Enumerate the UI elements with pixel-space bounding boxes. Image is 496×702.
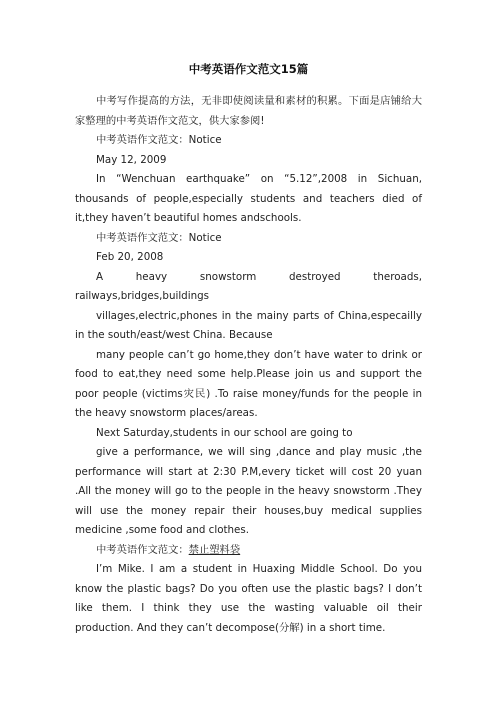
- essay2-villages-paragraph: villages,electric,phones in the mainy parts of China,especailly in the south/east/west China. Because: [75, 309, 422, 341]
- essay2-line1: A heavy snowstorm destroyed theroads,: [96, 270, 422, 283]
- essay3-heading-topic: 禁止塑料袋: [188, 543, 241, 556]
- essay1-heading: 中考英语作文范文：Notice: [96, 134, 222, 146]
- intro-paragraph: 中考写作提高的方法，无非即使阅读量和素材的积累。下面是店铺给大家整理的中考英语作文范文，供大家参阅!: [75, 95, 422, 127]
- document-page: [75, 60, 422, 638]
- essay1-body: In “Wenchuan earthquake” on “5.12”,2008 in Sichuan, thousands of people,especially students and teachers died of it,they haven’t beautiful homes andschools.: [75, 173, 422, 224]
- essay1-date: May 12, 2009: [96, 153, 167, 166]
- document-title: 中考英语作文范文15篇: [188, 62, 309, 76]
- essay3-heading: [75, 541, 422, 561]
- essay2-next-paragraph: Next Saturday,students in our school are going to: [96, 426, 353, 439]
- essay3-body: I’m Mike. I am a student in Huaxing Middle School. Do you know the plastic bags? Do you often use the plastic bags? I don’t like them. I think they use the wasting valuable oil their production. And they can’t decompose(分解) in a short time.: [75, 563, 422, 634]
- essay2-heading: 中考英语作文范文：Notice: [96, 231, 222, 244]
- essay2-performance-paragraph: give a performance, we will sing ,dance and play music ,the performance will start at 2:30 P.M,every ticket will cost 20 yuan .All the money will go to the people in the heavy snowstorm .They will use the money repair their houses,buy medical supplies medicine ,some food and clothes.: [75, 446, 422, 536]
- essay2-people-paragraph: many people can’t go home,they don’t have water to drink or food to eat,they need some help.Please join us and support the poor people (victims灾民) .To raise money/funds for the people in the heavy snowstorm places/areas.: [75, 348, 422, 419]
- essay2-line2: railways,bridges,buildings: [75, 290, 210, 302]
- essay3-heading-prefix: 中考英语作文范文：: [96, 543, 189, 556]
- essay2-date: Feb 20, 2008: [96, 251, 164, 263]
